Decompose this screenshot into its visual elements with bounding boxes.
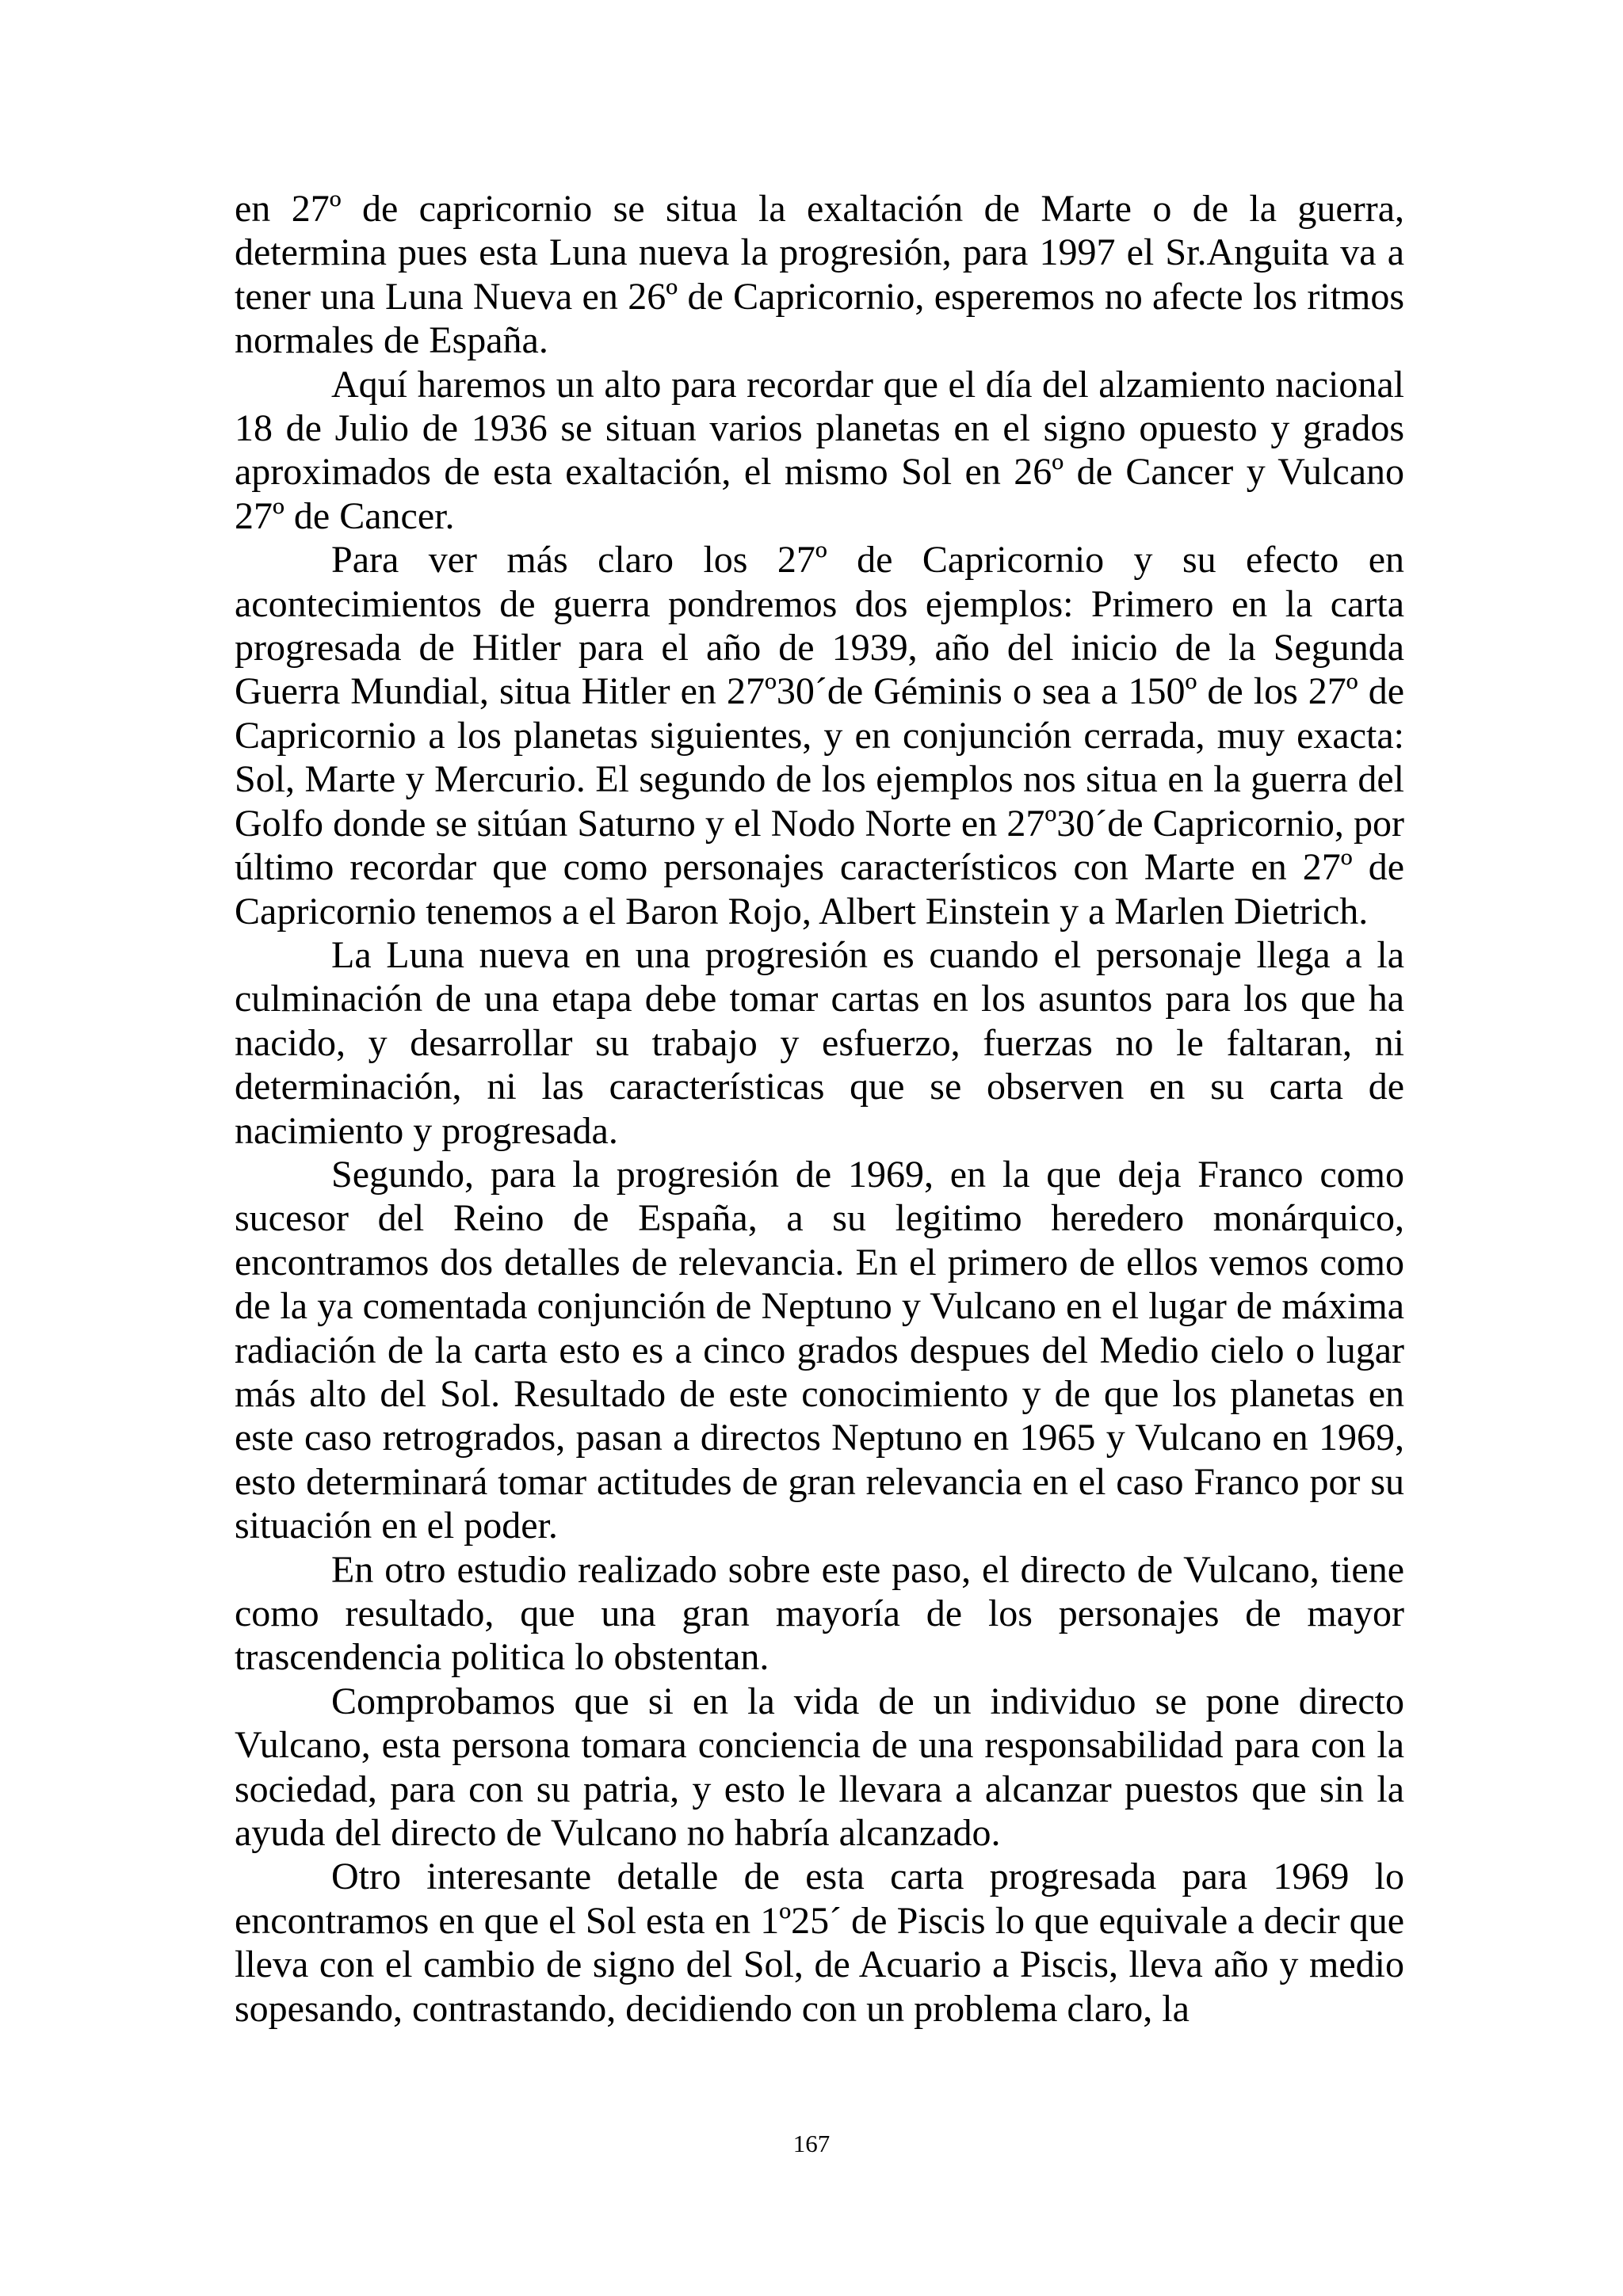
page-number: 167 bbox=[792, 2130, 831, 2157]
paragraph-8: Otro interesante detalle de esta carta progresada para 1969 lo encontramos en que el Sol esta en 1º25´ de Piscis lo que equivale a decir que lleva con el cambio de signo del Sol, de Acuario a Piscis, lleva año y medio sopesando, contrastando, decidiendo con un problema claro, la bbox=[235, 1855, 1404, 2030]
paragraph-1: en 27º de capricornio se situa la exaltación de Marte o de la guerra, determina pues esta Luna nueva la progresión, para 1997 el Sr.Anguita va a tener una Luna Nueva en 26º de Capricornio, esperemos no afecte los ritmos normales de España. bbox=[235, 188, 1404, 362]
paragraph-7: Comprobamos que si en la vida de un individuo se pone directo Vulcano, esta persona tomara conciencia de una responsabilidad para con la sociedad, para con su patria, y esto le llevara a alcanzar puestos que sin la ayuda del directo de Vulcano no habría alcanzado. bbox=[235, 1680, 1404, 1855]
paragraph-2: Aquí haremos un alto para recordar que el día del alzamiento nacional 18 de Julio de 1936 se situan varios planetas en el signo opuesto y grados aproximados de esta exaltación, el mismo Sol en 26º de Cancer y Vulcano 27º de Cancer. bbox=[235, 363, 1404, 537]
paragraph-5: Segundo, para la progresión de 1969, en la que deja Franco como sucesor del Reino de España, a su legitimo heredero monárquico, encontramos dos detalles de relevancia. En el primero de ellos vemos como de la ya comentada conjunción de Neptuno y Vulcano en el lugar de máxima radiación de la carta esto es a cinco grados despues del Medio cielo o lugar más alto del Sol. Resultado de este conocimiento y de que los planetas en este caso retrogrados, pasan a directos Neptuno en 1965 y Vulcano en 1969, esto determinará tomar actitudes de gran relevancia en el caso Franco por su situación en el poder. bbox=[235, 1153, 1404, 1547]
body-text bbox=[235, 187, 1404, 2031]
paragraph-6: En otro estudio realizado sobre este paso, el directo de Vulcano, tiene como resultado, que una gran mayoría de los personajes de mayor trascendencia politica lo obstentan. bbox=[235, 1548, 1404, 1679]
paragraph-3: Para ver más claro los 27º de Capricornio y su efecto en acontecimientos de guerra pondremos dos ejemplos: Primero en la carta progresada de Hitler para el año de 1939, año del inicio de la Segunda Guerra Mundial, situa Hitler en 27º30´de Géminis o sea a 150º de los 27º de Capricornio a los planetas siguientes, y en conjunción cerrada, muy exacta: Sol, Marte y Mercurio. El segundo de los ejemplos nos situa en la guerra del Golfo donde se sitúan Saturno y el Nodo Norte en 27º30´de Capricornio, por último recordar que como personajes característicos con Marte en 27º de Capricornio tenemos a el Baron Rojo, Albert Einstein y a Marlen Dietrich. bbox=[235, 539, 1404, 933]
paragraph-4: La Luna nueva en una progresión es cuando el personaje llega a la culminación de una etapa debe tomar cartas en los asuntos para los que ha nacido, y desarrollar su trabajo y esfuerzo, fuerzas no le faltaran, ni determinación, ni las características que se observen en su carta de nacimiento y progresada. bbox=[235, 933, 1404, 1152]
